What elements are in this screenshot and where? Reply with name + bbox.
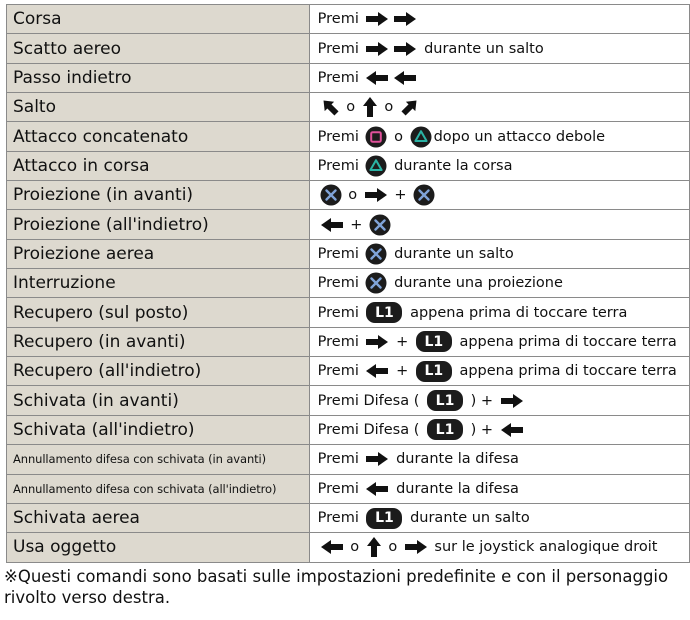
command-sequence [318,64,689,92]
table-row [7,122,690,151]
triangle-button-icon [410,126,432,148]
command-text: o [379,99,398,116]
arrow-up-left-icon [320,97,340,117]
l1-button-icon: L1 [366,302,402,323]
command-text: appena prima di toccare terra [405,304,628,321]
command-text: Premi [317,510,364,527]
cross-button-icon [365,272,387,294]
command-text: + [391,333,413,350]
command-cell [309,210,689,239]
table-row [7,34,690,63]
action-name: Salto [7,93,310,122]
command-cell [309,181,689,210]
table-row [7,474,690,503]
command-text: o [341,99,360,116]
command-cell [309,122,689,151]
controls-table-body [7,5,690,563]
command-cell [309,327,689,356]
action-name: Proiezione aerea [7,239,310,268]
square-button-icon [365,126,387,148]
command-text: durante un salto [419,40,544,57]
footnote-text: Questi comandi sono basati sulle impostazioni predefinite e con il personaggio rivolto verso destra. [4,567,669,607]
action-name: Proiezione (all'indietro) [7,210,310,239]
action-name: Recupero (in avanti) [7,327,310,356]
arrow-right-icon [365,334,389,350]
l1-button-icon: L1 [366,508,402,529]
command-text: Premi [317,363,364,380]
cross-button-icon [320,184,342,206]
arrow-left-icon [365,481,389,497]
command-text: durante la difesa [391,451,519,468]
arrow-right-icon [364,187,388,203]
command-text: o [383,539,402,556]
action-name: Passo indietro [7,63,310,92]
footnote [4,566,684,608]
command-sequence [318,386,689,414]
command-text: ) + [466,392,498,409]
action-name: Proiezione (in avanti) [7,181,310,210]
action-name: Interruzione [7,269,310,298]
arrow-right-icon [365,11,389,27]
command-text: durante la corsa [389,157,513,174]
command-text: + [391,363,413,380]
table-row [7,533,690,562]
action-name: Scatto aereo [7,34,310,63]
arrow-left-icon [365,70,389,86]
table-row [7,5,690,34]
command-cell [309,239,689,268]
arrow-right-icon [404,539,428,555]
arrow-right-icon [365,451,389,467]
arrow-left-icon [500,422,524,438]
command-cell [309,269,689,298]
action-name: Attacco in corsa [7,151,310,180]
action-name: Usa oggetto [7,533,310,562]
action-name: Schivata aerea [7,503,310,532]
arrow-right-icon [500,393,524,409]
cross-button-icon [365,243,387,265]
action-name: Annullamento difesa con schivata (all'indietro) [7,474,310,503]
command-text: Premi [317,480,364,497]
table-row [7,210,690,239]
command-text: o [345,539,364,556]
command-text: + [389,187,412,204]
action-name: Schivata (in avanti) [7,386,310,415]
command-cell [309,5,689,34]
cross-button-icon [369,214,391,236]
action-name: Attacco concatenato [7,122,310,151]
command-text: Premi [317,245,364,262]
table-row [7,503,690,532]
l1-button-icon: L1 [416,331,452,352]
command-sequence [318,298,689,326]
command-cell [309,151,689,180]
command-text: Premi [317,157,364,174]
command-text: durante la difesa [391,480,519,497]
command-text: Premi [317,11,364,28]
command-text: Premi Difesa ( [317,421,424,438]
command-cell [309,298,689,327]
arrow-right-icon [365,41,389,57]
controls-table [6,4,690,563]
command-sequence [318,416,689,444]
command-sequence [318,34,689,62]
table-row [7,181,690,210]
command-text: Premi Difesa ( [317,392,424,409]
table-row [7,445,690,474]
arrow-left-icon [320,539,344,555]
command-cell [309,357,689,386]
arrow-right-icon [393,41,417,57]
command-text: + [345,216,368,233]
arrow-up-right-icon [400,97,420,117]
arrow-up-icon [362,96,378,118]
command-text: o [389,128,408,145]
command-sequence [318,475,689,503]
command-sequence [318,328,689,356]
command-cell [309,445,689,474]
command-sequence [318,240,689,268]
command-text: ) + [466,421,498,438]
command-sequence [318,152,689,180]
command-text: durante una proiezione [389,275,563,292]
command-text: Premi [317,40,364,57]
table-row [7,415,690,444]
command-text: durante un salto [389,245,514,262]
action-name: Recupero (sul posto) [7,298,310,327]
command-sequence [318,357,689,385]
triangle-button-icon [365,155,387,177]
command-sequence [318,533,689,561]
command-text: o [343,187,362,204]
table-row [7,63,690,92]
action-name: Recupero (all'indietro) [7,357,310,386]
table-row [7,269,690,298]
command-sequence [318,122,689,150]
table-row [7,239,690,268]
action-name: Corsa [7,5,310,34]
table-row [7,357,690,386]
command-sequence [318,181,689,209]
command-cell [309,63,689,92]
command-cell [309,386,689,415]
command-text: Premi [317,333,364,350]
command-cell [309,415,689,444]
l1-button-icon: L1 [427,390,463,411]
command-text: Premi [317,304,364,321]
command-text: durante un salto [405,510,530,527]
command-sequence [318,445,689,473]
command-cell [309,474,689,503]
command-text: dopo un attacco debole [433,128,606,145]
table-row [7,386,690,415]
command-sequence [318,269,689,297]
command-cell [309,533,689,562]
table-row [7,327,690,356]
command-cell [309,34,689,63]
table-row [7,151,690,180]
command-text: Premi [317,451,364,468]
command-text: Premi [317,128,364,145]
command-text: Premi [317,275,364,292]
arrow-right-icon [393,11,417,27]
cross-button-icon [413,184,435,206]
action-name: Schivata (all'indietro) [7,415,310,444]
arrow-left-icon [365,363,389,379]
arrow-up-icon [366,536,382,558]
l1-button-icon: L1 [427,419,463,440]
table-row [7,93,690,122]
l1-button-icon: L1 [416,361,452,382]
command-text: Premi [317,69,364,86]
arrow-left-icon [393,70,417,86]
arrow-left-icon [320,217,344,233]
command-text: appena prima di toccare terra [454,333,677,350]
command-text: appena prima di toccare terra [454,363,677,380]
command-sequence [318,5,689,33]
action-name: Annullamento difesa con schivata (in avanti) [7,445,310,474]
command-sequence [318,210,689,238]
command-cell [309,503,689,532]
table-row [7,298,690,327]
command-cell [309,93,689,122]
command-sequence [318,93,689,121]
command-text: sur le joystick analogique droit [429,539,658,556]
footnote-mark: ※ [4,567,18,586]
command-sequence [318,504,689,532]
